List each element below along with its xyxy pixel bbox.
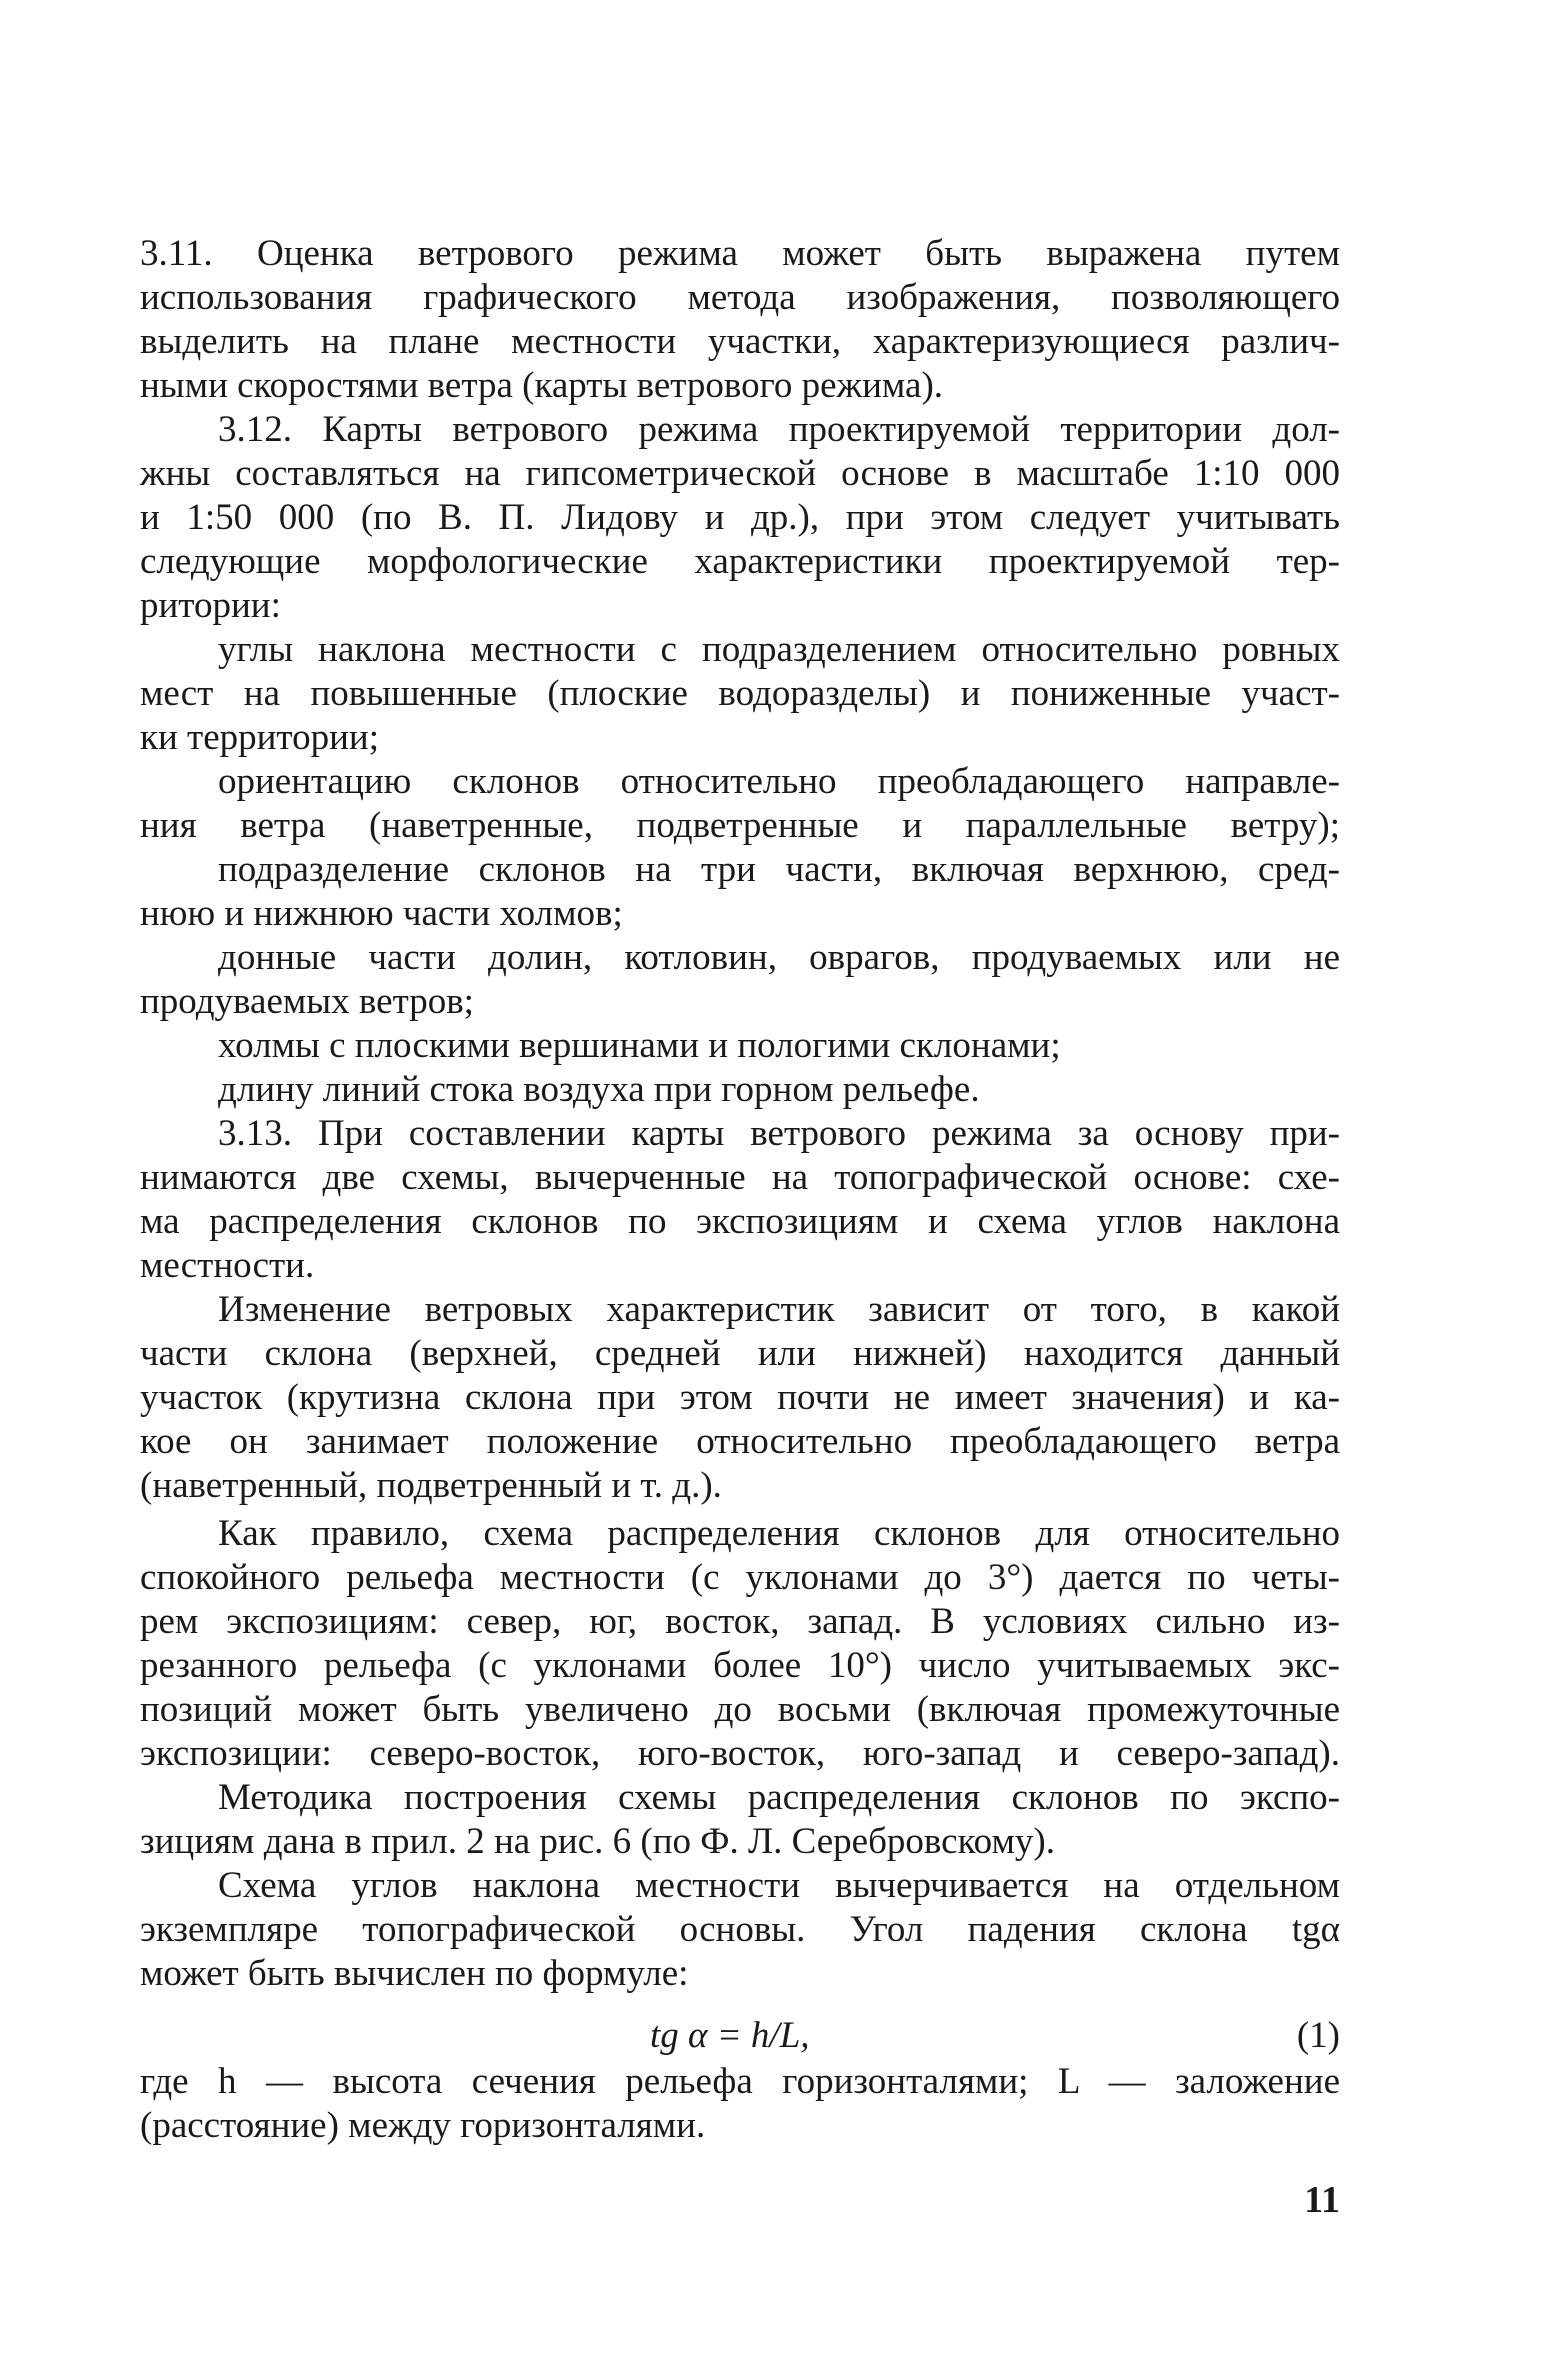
text-line: жны составляться на гипсометрической основе в масштабе 1:10 000 <box>140 453 1340 494</box>
text-line: нимаются две схемы, вычерченные на топографической основе: схе- <box>140 1157 1340 1198</box>
text-line: Схема углов наклона местности вычерчивается на отдельном <box>218 1865 1340 1906</box>
text-line: ориентацию склонов относительно преобладающего направле- <box>218 761 1340 802</box>
text-line: участок (крутизна склона при этом почти не имеет значения) и ка- <box>140 1377 1340 1418</box>
text-line: резанного рельефа (с уклонами более 10°) число учитываемых экс- <box>140 1645 1340 1686</box>
formula: tg α = h/L, <box>650 2015 810 2056</box>
text-line: может быть вычислен по формуле: <box>140 1953 689 1994</box>
text-line: кое он занимает положение относительно преобладающего ветра <box>140 1421 1340 1462</box>
text-line: холмы с плоскими вершинами и пологими склонами; <box>218 1025 1061 1066</box>
text-line: Изменение ветровых характеристик зависит от того, в какой <box>218 1289 1340 1330</box>
text-line: части склона (верхней, средней или нижней) находится данный <box>140 1333 1340 1374</box>
text-line: ными скоростями ветра (карты ветрового режима). <box>140 365 944 406</box>
page-number: 11 <box>1304 2179 1340 2221</box>
text-line: Как правило, схема распределения склонов для относительно <box>218 1513 1340 1554</box>
text-line: ритории: <box>140 585 281 626</box>
text-line: 3.12. Карты ветрового режима проектируемой территории дол- <box>218 409 1340 450</box>
text-line: зициям дана в прил. 2 на рис. 6 (по Ф. Л. Серебровскому). <box>140 1821 1055 1862</box>
text-line: 3.13. При составлении карты ветрового режима за основу при- <box>218 1113 1340 1154</box>
text-line: рем экспозициям: север, юг, восток, запад. В условиях сильно из- <box>140 1601 1340 1642</box>
text-line: нюю и нижнюю части холмов; <box>140 893 623 934</box>
text-line: следующие морфологические характеристики проектируемой тер- <box>140 541 1340 582</box>
text-line: местности. <box>140 1245 315 1286</box>
text-line: длину линий стока воздуха при горном рельефе. <box>218 1069 980 1110</box>
text-line: Методика построения схемы распределения склонов по экспо- <box>218 1777 1340 1818</box>
text-line: экземпляре топографической основы. Угол падения склона tgα <box>140 1909 1340 1950</box>
text-line: спокойного рельефа местности (с уклонами до 3°) дается по четы- <box>140 1557 1340 1598</box>
text-line: ния ветра (наветренные, подветренные и параллельные ветру); <box>140 805 1340 846</box>
text-line: ки территории; <box>140 717 379 758</box>
equation-number: (1) <box>1296 2015 1340 2056</box>
text-line: углы наклона местности с подразделением относительно ровных <box>218 629 1340 670</box>
text-line: донные части долин, котловин, оврагов, продуваемых или не <box>218 937 1340 978</box>
text-line: продуваемых ветров; <box>140 981 474 1022</box>
text-line: мест на повышенные (плоские водоразделы) и пониженные участ- <box>140 673 1340 714</box>
text-line: где h — высота сечения рельефа горизонталями; L — заложение <box>140 2061 1340 2102</box>
text-line: (наветренный, подветренный и т. д.). <box>140 1465 722 1506</box>
text-line: подразделение склонов на три части, включая верхнюю, сред- <box>218 849 1340 890</box>
text-line: экспозиции: северо-восток, юго-восток, юго-запад и северо-запад). <box>140 1733 1340 1774</box>
text-line: (расстояние) между горизонталями. <box>140 2105 706 2146</box>
text-line: использования графического метода изображения, позволяющего <box>140 277 1340 318</box>
text-line: позиций может быть увеличено до восьми (включая промежуточные <box>140 1689 1340 1730</box>
text-line: выделить на плане местности участки, характеризующиеся различ- <box>140 321 1340 362</box>
text-line: ма распределения склонов по экспозициям и схема углов наклона <box>140 1201 1340 1242</box>
text-line: и 1:50 000 (по В. П. Лидову и др.), при этом следует учитывать <box>140 497 1340 538</box>
text-line: 3.11. Оценка ветрового режима может быть выражена путем <box>140 233 1340 274</box>
